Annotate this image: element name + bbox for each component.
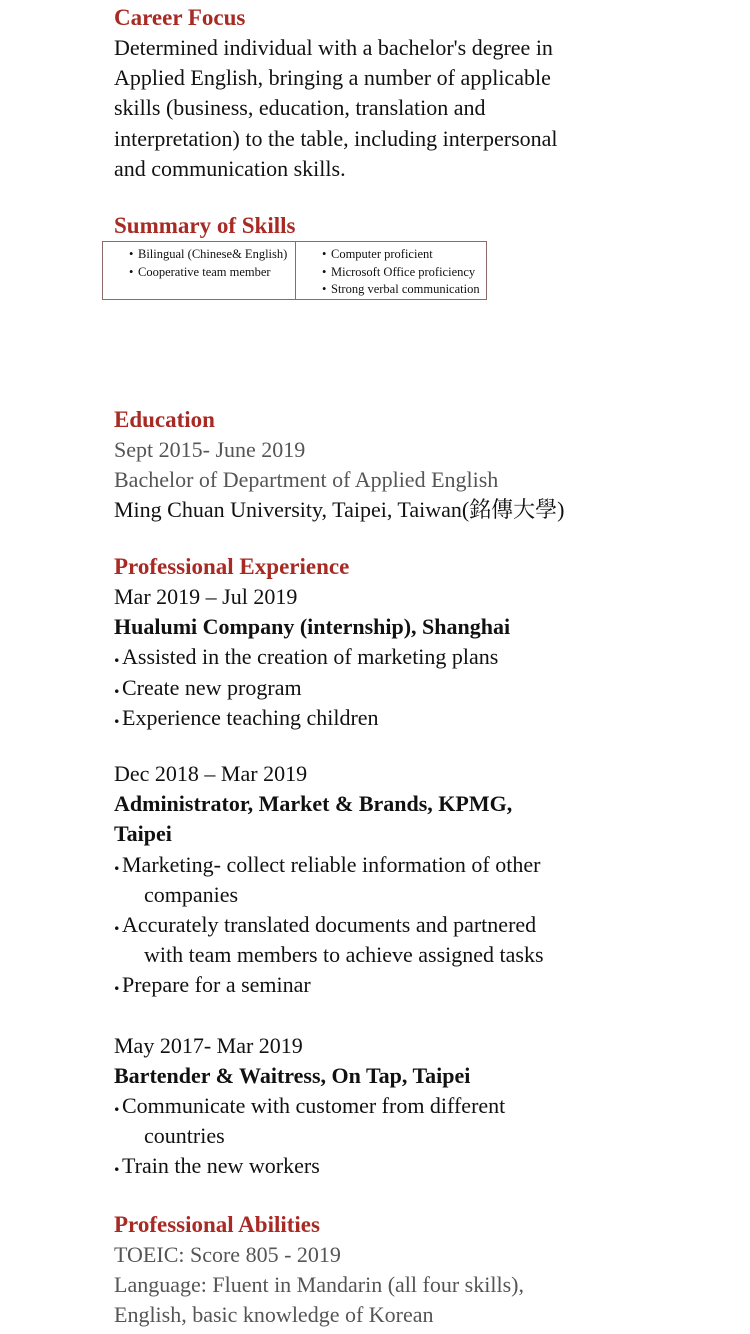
skill-item: • Bilingual (Chinese& English) [129, 246, 295, 264]
skills-table [102, 241, 487, 300]
job-entry [114, 759, 734, 1001]
job-title: Bartender & Waitress, On Tap, Taipei [114, 1062, 471, 1088]
job-bullet: . Communicate with customer from different [114, 1091, 734, 1121]
education-heading: Education [114, 407, 215, 432]
skill-item: • Strong verbal communication [322, 281, 486, 299]
skill-item: • Cooperative team member [129, 264, 295, 282]
skills-section [114, 211, 734, 241]
job-bullet: . Accurately translated documents and partnered [114, 910, 734, 940]
job-bullet-continued: companies [144, 881, 239, 907]
skills-heading: Summary of Skills [114, 213, 296, 238]
skills-column-right [296, 242, 486, 299]
language-skills: Language: Fluent in Mandarin (all four skills), [114, 1272, 524, 1298]
job-dates: May 2017- Mar 2019 [114, 1032, 303, 1058]
education-dates: Sept 2015- June 2019 [114, 437, 306, 462]
job-bullet: . Prepare for a seminar [114, 970, 734, 1000]
job-bullet: . Assisted in the creation of marketing plans [114, 642, 734, 672]
job-bullet: . Marketing- collect reliable information of other [114, 850, 734, 880]
job-title: Hualumi Company (internship), Shanghai [114, 614, 511, 640]
career-focus-line: Applied English, bringing a number of applicable [114, 65, 551, 91]
abilities-heading: Professional Abilities [114, 1212, 320, 1237]
career-focus-section [114, 3, 734, 184]
toeic-score: TOEIC: Score 805 - 2019 [114, 1242, 341, 1267]
job-entry [114, 1031, 734, 1182]
career-focus-heading: Career Focus [114, 5, 246, 30]
career-focus-line: skills (business, education, translation and [114, 95, 486, 121]
job-bullet: . Create new program [114, 673, 734, 703]
skill-item: • Computer proficient [322, 246, 486, 264]
job-bullet: . Experience teaching children [114, 703, 734, 733]
abilities-section [114, 1210, 734, 1331]
job-bullet: . Train the new workers [114, 1151, 734, 1181]
education-school: Ming Chuan University, Taipei, Taiwan(銘傳大學) [114, 497, 565, 523]
job-entry [114, 582, 734, 733]
career-focus-line: interpretation) to the table, including interpersonal [114, 125, 558, 151]
skill-item: • Microsoft Office proficiency [322, 264, 486, 282]
job-title: Administrator, Market & Brands, KPMG, [114, 791, 513, 817]
experience-heading: Professional Experience [114, 554, 350, 579]
skills-column-left [103, 242, 296, 299]
job-bullet-continued: with team members to achieve assigned tasks [144, 942, 544, 968]
experience-section [114, 552, 734, 1182]
language-skills-continued: English, basic knowledge of Korean [114, 1302, 434, 1328]
career-focus-line: Determined individual with a bachelor's degree in [114, 35, 553, 60]
career-focus-line: and communication skills. [114, 155, 346, 181]
job-title-continued: Taipei [114, 821, 172, 847]
education-section [114, 405, 734, 526]
education-degree: Bachelor of Department of Applied English [114, 467, 499, 493]
job-dates: Dec 2018 – Mar 2019 [114, 761, 308, 787]
job-bullet-continued: countries [144, 1123, 225, 1149]
job-dates: Mar 2019 – Jul 2019 [114, 584, 298, 609]
